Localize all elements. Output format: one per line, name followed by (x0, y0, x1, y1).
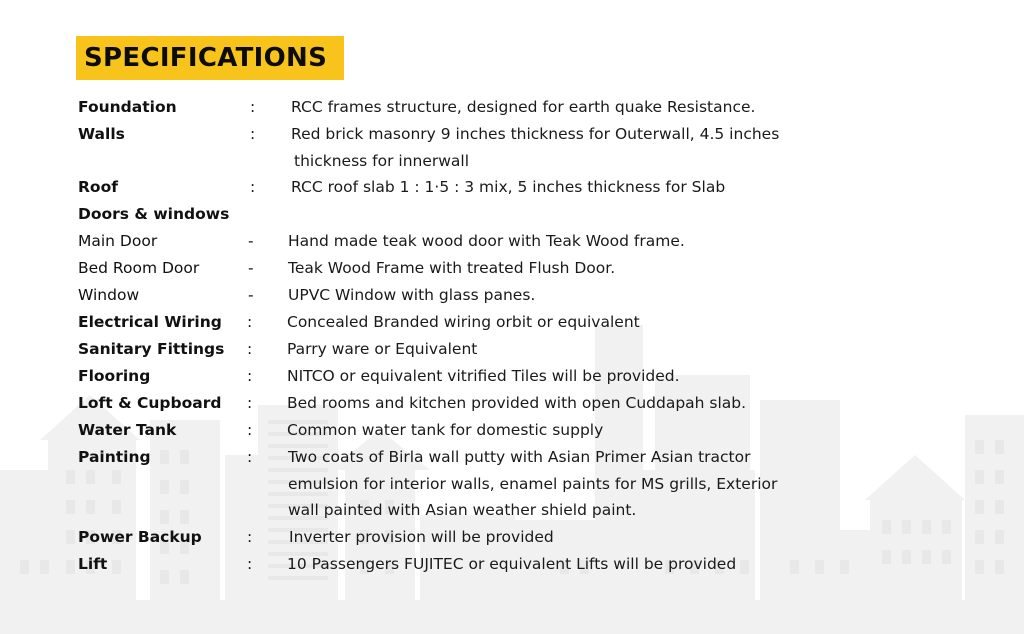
spec-value (287, 309, 827, 336)
spec-value-line: Red brick masonry 9 inches thickness for Outerwall, 4.5 inches (291, 125, 780, 143)
spec-label: Window (78, 286, 140, 304)
spec-separator: : (247, 340, 253, 358)
spec-value-line: emulsion for interior walls, enamel paints for MS grills, Exterior (288, 474, 778, 493)
spec-label: Power Backup (78, 528, 202, 546)
spec-value (288, 228, 828, 255)
spec-value (287, 363, 827, 390)
spec-label: Electrical Wiring (78, 313, 222, 331)
spec-separator: : (247, 394, 253, 412)
spec-separator: - (248, 232, 254, 250)
spec-value-line: RCC frames structure, designed for earth quake Resistance. (291, 98, 756, 116)
spec-value (291, 121, 831, 174)
spec-separator: - (248, 286, 254, 304)
spec-value-line: Concealed Branded wiring orbit or equivalent (287, 313, 640, 331)
spec-separator: : (247, 555, 253, 573)
spec-label: Walls (78, 125, 125, 143)
spec-row-lift (0, 551, 1024, 631)
spec-value-line: Two coats of Birla wall putty with Asian Primer Asian tractor (288, 448, 751, 466)
spec-value (287, 417, 827, 444)
page-title: SPECIFICATIONS (84, 43, 328, 73)
title-banner (76, 36, 344, 80)
spec-value (291, 174, 831, 201)
spec-separator: : (247, 528, 253, 546)
spec-separator: : (247, 313, 253, 331)
spec-label: Foundation (78, 98, 177, 116)
spec-value (287, 336, 827, 363)
spec-separator: : (247, 448, 253, 466)
spec-label: Sanitary Fittings (78, 340, 225, 358)
spec-row-painting (0, 444, 1024, 524)
spec-section-heading: Doors & windows (78, 205, 230, 223)
spec-value (287, 551, 827, 578)
spec-value-line: wall painted with Asian weather shield paint. (288, 501, 637, 519)
spec-value-line: RCC roof slab 1 : 1·5 : 3 mix, 5 inches thickness for Slab (291, 178, 726, 196)
spec-label: Painting (78, 448, 151, 466)
spec-value (287, 390, 827, 417)
spec-value-line: 10 Passengers FUJITEC or equivalent Lifts will be provided (287, 555, 737, 573)
spec-value-line: Common water tank for domestic supply (287, 421, 604, 439)
spec-separator: : (247, 367, 253, 385)
spec-value (291, 94, 831, 121)
spec-value-line: NITCO or equivalent vitrified Tiles will be provided. (287, 367, 680, 385)
spec-value-line: Hand made teak wood door with Teak Wood frame. (288, 232, 685, 250)
spec-separator: : (247, 421, 253, 439)
spec-value-line: thickness for innerwall (294, 151, 470, 170)
spec-value-line: Inverter provision will be provided (289, 528, 554, 546)
spec-separator: : (250, 125, 256, 143)
spec-label: Bed Room Door (78, 259, 200, 277)
spec-separator: - (248, 259, 254, 277)
spec-value (288, 444, 828, 524)
spec-label: Main Door (78, 232, 158, 250)
spec-label: Flooring (78, 367, 151, 385)
spec-value-line: Bed rooms and kitchen provided with open Cuddapah slab. (287, 394, 747, 412)
spec-label: Loft & Cupboard (78, 394, 222, 412)
spec-separator: : (250, 178, 256, 196)
spec-separator: : (250, 98, 256, 116)
spec-value-line: Parry ware or Equivalent (287, 340, 478, 358)
spec-label: Roof (78, 178, 118, 196)
spec-label: Lift (78, 555, 108, 573)
spec-label: Water Tank (78, 421, 177, 439)
spec-value (288, 282, 828, 309)
spec-value-line: UPVC Window with glass panes. (288, 286, 536, 304)
spec-value (288, 255, 828, 282)
spec-value (289, 524, 829, 551)
spec-value-line: Teak Wood Frame with treated Flush Door. (288, 259, 616, 277)
